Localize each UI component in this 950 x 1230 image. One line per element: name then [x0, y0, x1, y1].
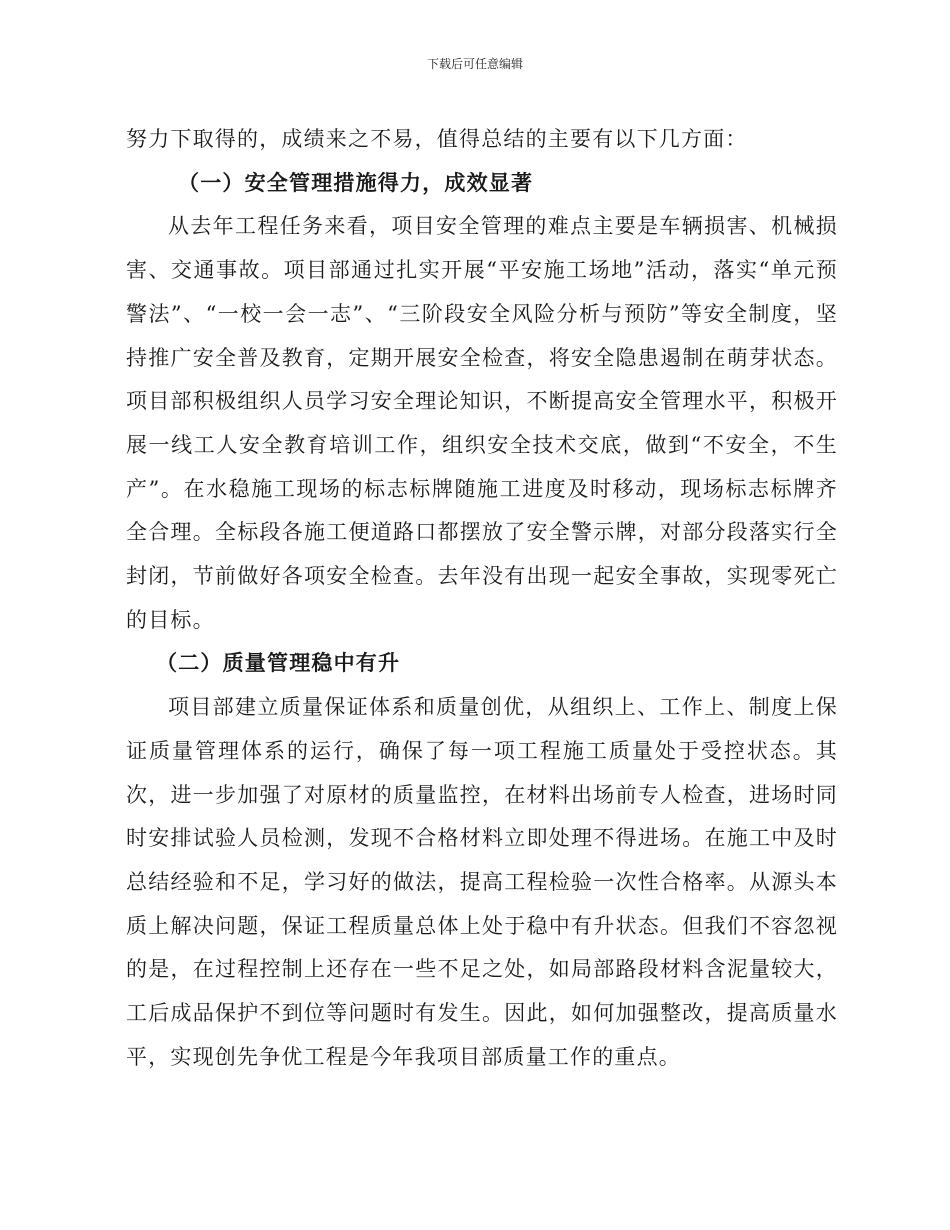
document-body [126, 118, 838, 1079]
section-paragraph-quality: 项目部建立质量保证体系和质量创优，从组织上、工作上、制度上保证质量管理体系的运行，确保了每一项工程施工质量处于受控状态。其次，进一步加强了对原材的质量监控，在材料出场前专人检查，进场时同时安排试验人员检测，发现不合格材料立即处理不得进场。在施工中及时总结经验和不足，学习好的做法，提高工程检验一次性合格率。从源头本质上解决问题，保证工程质量总体上处于稳中有升状态。但我们不容忽视的是，在过程控制上还存在一些不足之处，如局部路段材料含泥量较大，工后成品保护不到位等问题时有发生。因此，如何加强整改，提高质量水平，实现创先争优工程是今年我项目部质量工作的重点。 [126, 695, 838, 1069]
section-paragraph-safety: 从去年工程任务来看，项目安全管理的难点主要是车辆损害、机械损害、交通事故。项目部通过扎实开展“平安施工场地”活动，落实“单元预警法”、“一校一会一志”、“三阶段安全风险分析与预防”等安全制度，坚持推广安全普及教育，定期开展安全检查，将安全隐患遏制在萌芽状态。项目部积极组织人员学习安全理论知识，不断提高安全管理水平，积极开展一线工人安全教育培训工作，组织安全技术交底，做到“不安全，不生产”。在水稳施工现场的标志标牌随施工进度及时移动，现场标志标牌齐全合理。全标段各施工便道路口都摆放了安全警示牌，对部分段落实行全封闭，节前做好各项安全检查。去年没有出现一起安全事故，实现零死亡的目标。 [126, 214, 838, 632]
intro-paragraph: 努力下取得的，成绩来之不易，值得总结的主要有以下几方面： [126, 127, 748, 151]
page-header-note: 下载后可任意编辑 [426, 57, 523, 71]
section-heading-safety: （一）安全管理措施得力，成效显著 [178, 170, 534, 195]
section-heading-quality: （二）质量管理稳中有升 [156, 651, 401, 676]
